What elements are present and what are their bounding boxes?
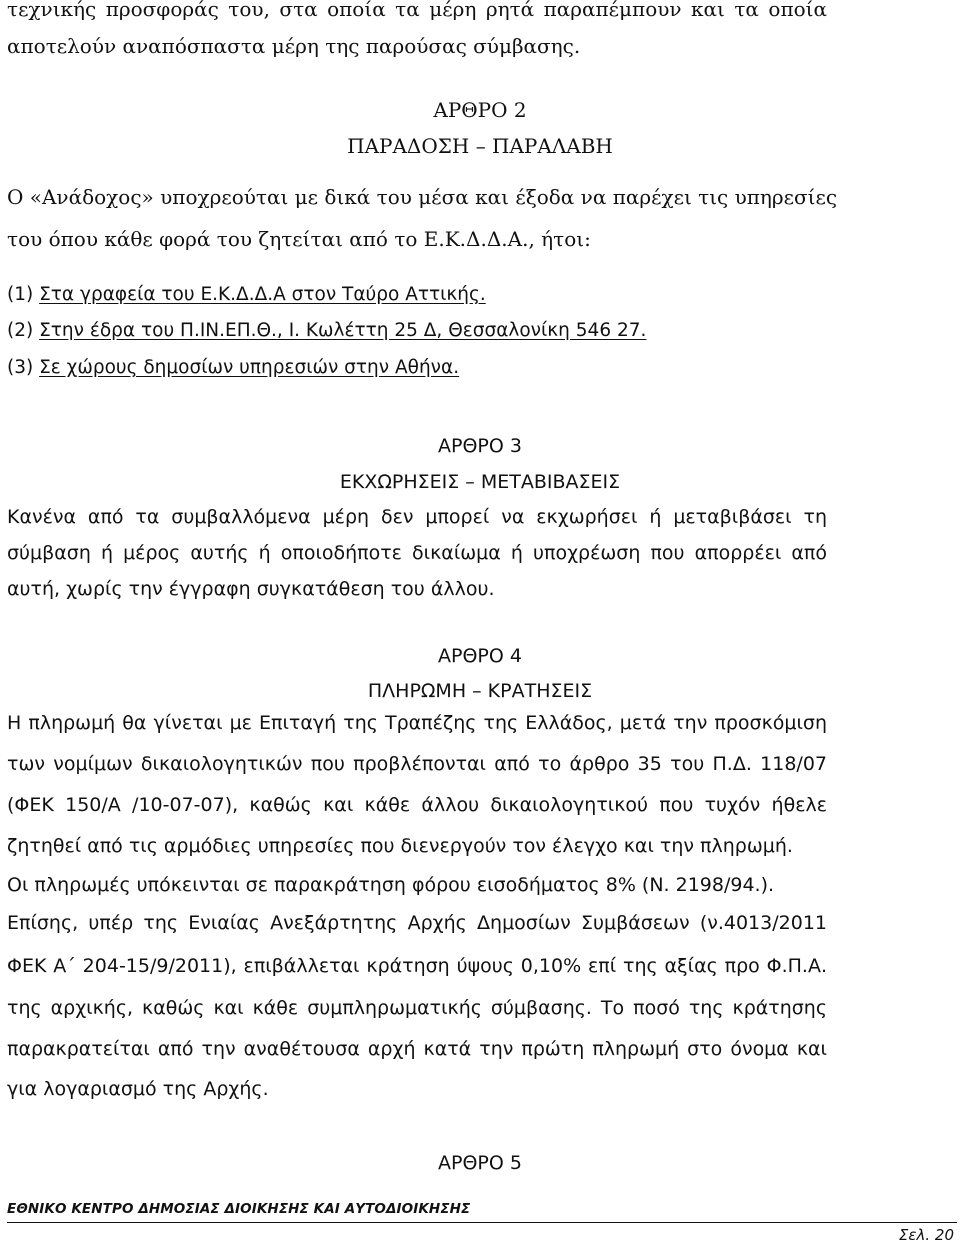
page-number: Σελ. 20 [898, 1226, 954, 1244]
article-4-line-3: (ΦΕΚ 150/Α /10-07-07), καθώς και κάθε άλλου δικαιολογητικού που τυχόν ήθελε [7, 794, 827, 816]
article-3-line-1: Κανένα από τα συμβαλλόμενα μέρη δεν μπορεί να εκχωρήσει ή μεταβιβάσει τη [7, 506, 827, 528]
list-item-text: Στην έδρα του Π.ΙΝ.ΕΠ.Θ., Ι. Κωλέττη 25 Δ, Θεσσαλονίκη 546 27. [39, 320, 647, 341]
list-item-number: (3) [7, 357, 40, 378]
article-4-line-4: ζητηθεί από τις αρμόδιες υπηρεσίες που διενεργούν τον έλεγχο και την πληρωμή. [7, 835, 793, 857]
list-item-text: Σε χώρους δημοσίων υπηρεσιών στην Αθήνα. [39, 357, 460, 378]
article-2-heading: ΑΡΘΡΟ 2 [433, 98, 527, 122]
article-4-title: ΠΛΗΡΩΜΗ – ΚΡΑΤΗΣΕΙΣ [367, 680, 593, 702]
article-4-line-7: ΦΕΚ Α΄ 204-15/9/2011), επιβάλλεται κράτηση ύψους 0,10% επί της αξίας προ Φ.Π.Α. [7, 955, 827, 977]
article-4-line-5: Οι πληρωμές υπόκεινται σε παρακράτηση φόρου εισοδήματος 8% (Ν. 2198/94.). [7, 874, 775, 896]
article-4-heading: ΑΡΘΡΟ 4 [438, 645, 522, 667]
article-2-title: ΠΑΡΑΔΟΣΗ – ΠΑΡΑΛΑΒΗ [347, 134, 613, 158]
intro-line-2: αποτελούν αναπόσπαστα μέρη της παρούσας σύμβασης. [7, 34, 581, 58]
article-5-heading: ΑΡΘΡΟ 5 [438, 1152, 522, 1174]
article-4-line-1: Η πληρωμή θα γίνεται με Επιταγή της Τραπέζης της Ελλάδος, μετά την προσκόμιση [7, 712, 827, 734]
article-4-line-2: των νομίμων δικαιολογητικών που προβλέπονται από το άρθρο 35 του Π.Δ. 118/07 [7, 753, 827, 775]
article-4-line-8: της αρχικής, καθώς και κάθε συμπληρωματικής σύμβασης. Το ποσό της κράτησης [7, 997, 827, 1019]
list-item-number: (1) [7, 284, 40, 305]
list-item [7, 319, 827, 343]
article-3-line-3: αυτή, χωρίς την έγγραφη συγκατάθεση του άλλου. [7, 578, 495, 600]
list-item-number: (2) [7, 320, 40, 341]
list-item [7, 283, 827, 307]
intro-line-1: τεχνικής προσφοράς του, στα οποία τα μέρη ρητά παραπέμπουν και τα οποία [7, 0, 827, 21]
article-3-heading: ΑΡΘΡΟ 3 [438, 435, 522, 457]
footer-organization: ΕΘΝΙΚΟ ΚΕΝΤΡΟ ΔΗΜΟΣΙΑΣ ΔΙΟΙΚΗΣΗΣ ΚΑΙ ΑΥΤΟΔΙΟΙΚΗΣΗΣ [7, 1201, 471, 1217]
list-item [7, 356, 827, 380]
article-2-paragraph-line-1: Ο «Ανάδοχος» υποχρεούται με δικά του μέσα και έξοδα να παρέχει τις υπηρεσίες [7, 185, 838, 209]
article-3-line-2: σύμβαση ή μέρος αυτής ή οποιοδήποτε δικαίωμα ή υποχρέωση που απορρέει από [7, 542, 827, 564]
article-4-line-6: Επίσης, υπέρ της Ενιαίας Ανεξάρτητης Αρχής Δημοσίων Συμβάσεων (ν.4013/2011 [7, 912, 827, 934]
article-3-title: ΕΚΧΩΡΗΣΕΙΣ – ΜΕΤΑΒΙΒΑΣΕΙΣ [339, 471, 621, 493]
footer-divider [7, 1222, 957, 1223]
article-4-line-10: για λογαριασμό της Αρχής. [7, 1078, 269, 1100]
article-4-line-9: παρακρατείται από την αναθέτουσα αρχή κατά την πρώτη πληρωμή στο όνομα και [7, 1038, 827, 1060]
article-2-paragraph-line-2: του όπου κάθε φορά του ζητείται από το Ε.Κ.Δ.Δ.Α., ήτοι: [7, 227, 591, 251]
list-item-text: Στα γραφεία του Ε.Κ.Δ.Δ.Α στον Ταύρο Αττικής. [39, 284, 486, 305]
